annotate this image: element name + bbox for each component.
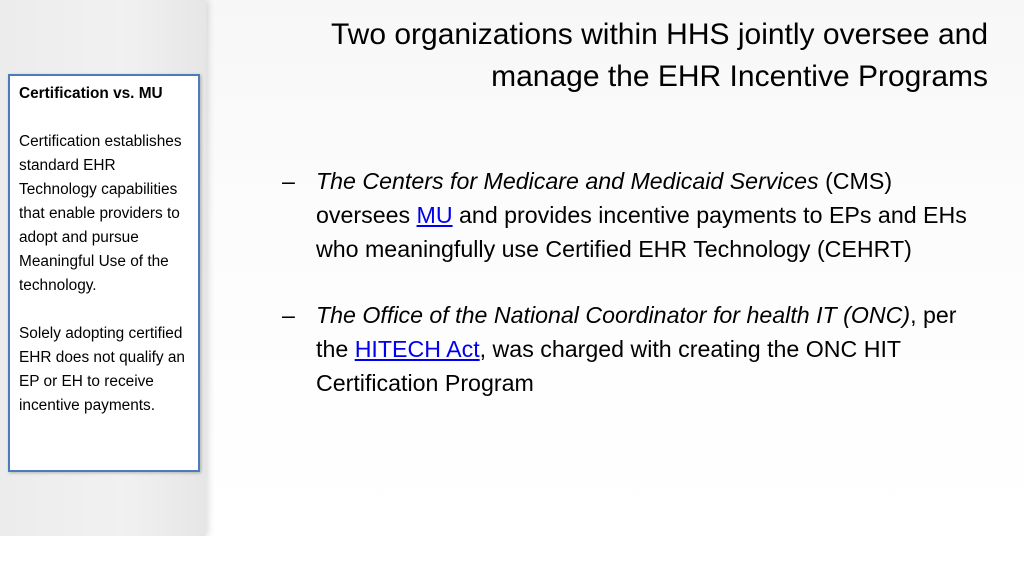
bullet-cms-text-b: and provides incentive payments to EPs and EHs who meaningfully use Certified EHR Technology (CEHRT) bbox=[316, 202, 967, 262]
sidebar-callout-box bbox=[8, 74, 200, 472]
bullet-cms-org: The Centers for Medicare and Medicaid Services bbox=[316, 168, 819, 194]
bullet-dash: – bbox=[282, 302, 295, 328]
bullet-onc-org: The Office of the National Coordinator for health IT (ONC) bbox=[316, 302, 911, 328]
slide-title: Two organizations within HHS jointly oversee and manage the EHR Incentive Programs bbox=[331, 18, 988, 93]
bullet-onc-text-a: , per the bbox=[316, 302, 957, 362]
mu-link[interactable]: MU bbox=[416, 202, 453, 228]
bottom-strip bbox=[0, 536, 1024, 576]
bullet-cms bbox=[282, 164, 992, 266]
bullet-list bbox=[282, 164, 992, 432]
bullet-cms-text-a: (CMS) oversees bbox=[316, 168, 893, 228]
bullet-onc-text-b: , was charged with creating the ONC HIT Certification Program bbox=[316, 336, 901, 396]
hitech-act-link[interactable]: HITECH Act bbox=[354, 336, 480, 362]
sidebar-paragraph-certification: Certification establishes standard EHR Technology capabilities that enable providers to adopt and pursue Meaningful Use of the technology. bbox=[19, 133, 182, 294]
bullet-onc bbox=[282, 298, 992, 400]
bullet-dash: – bbox=[282, 168, 295, 194]
sidebar-heading: Certification vs. MU bbox=[19, 85, 163, 102]
sidebar-paragraph-adoption: Solely adopting certified EHR does not qualify an EP or EH to receive incentive payments. bbox=[19, 325, 185, 414]
